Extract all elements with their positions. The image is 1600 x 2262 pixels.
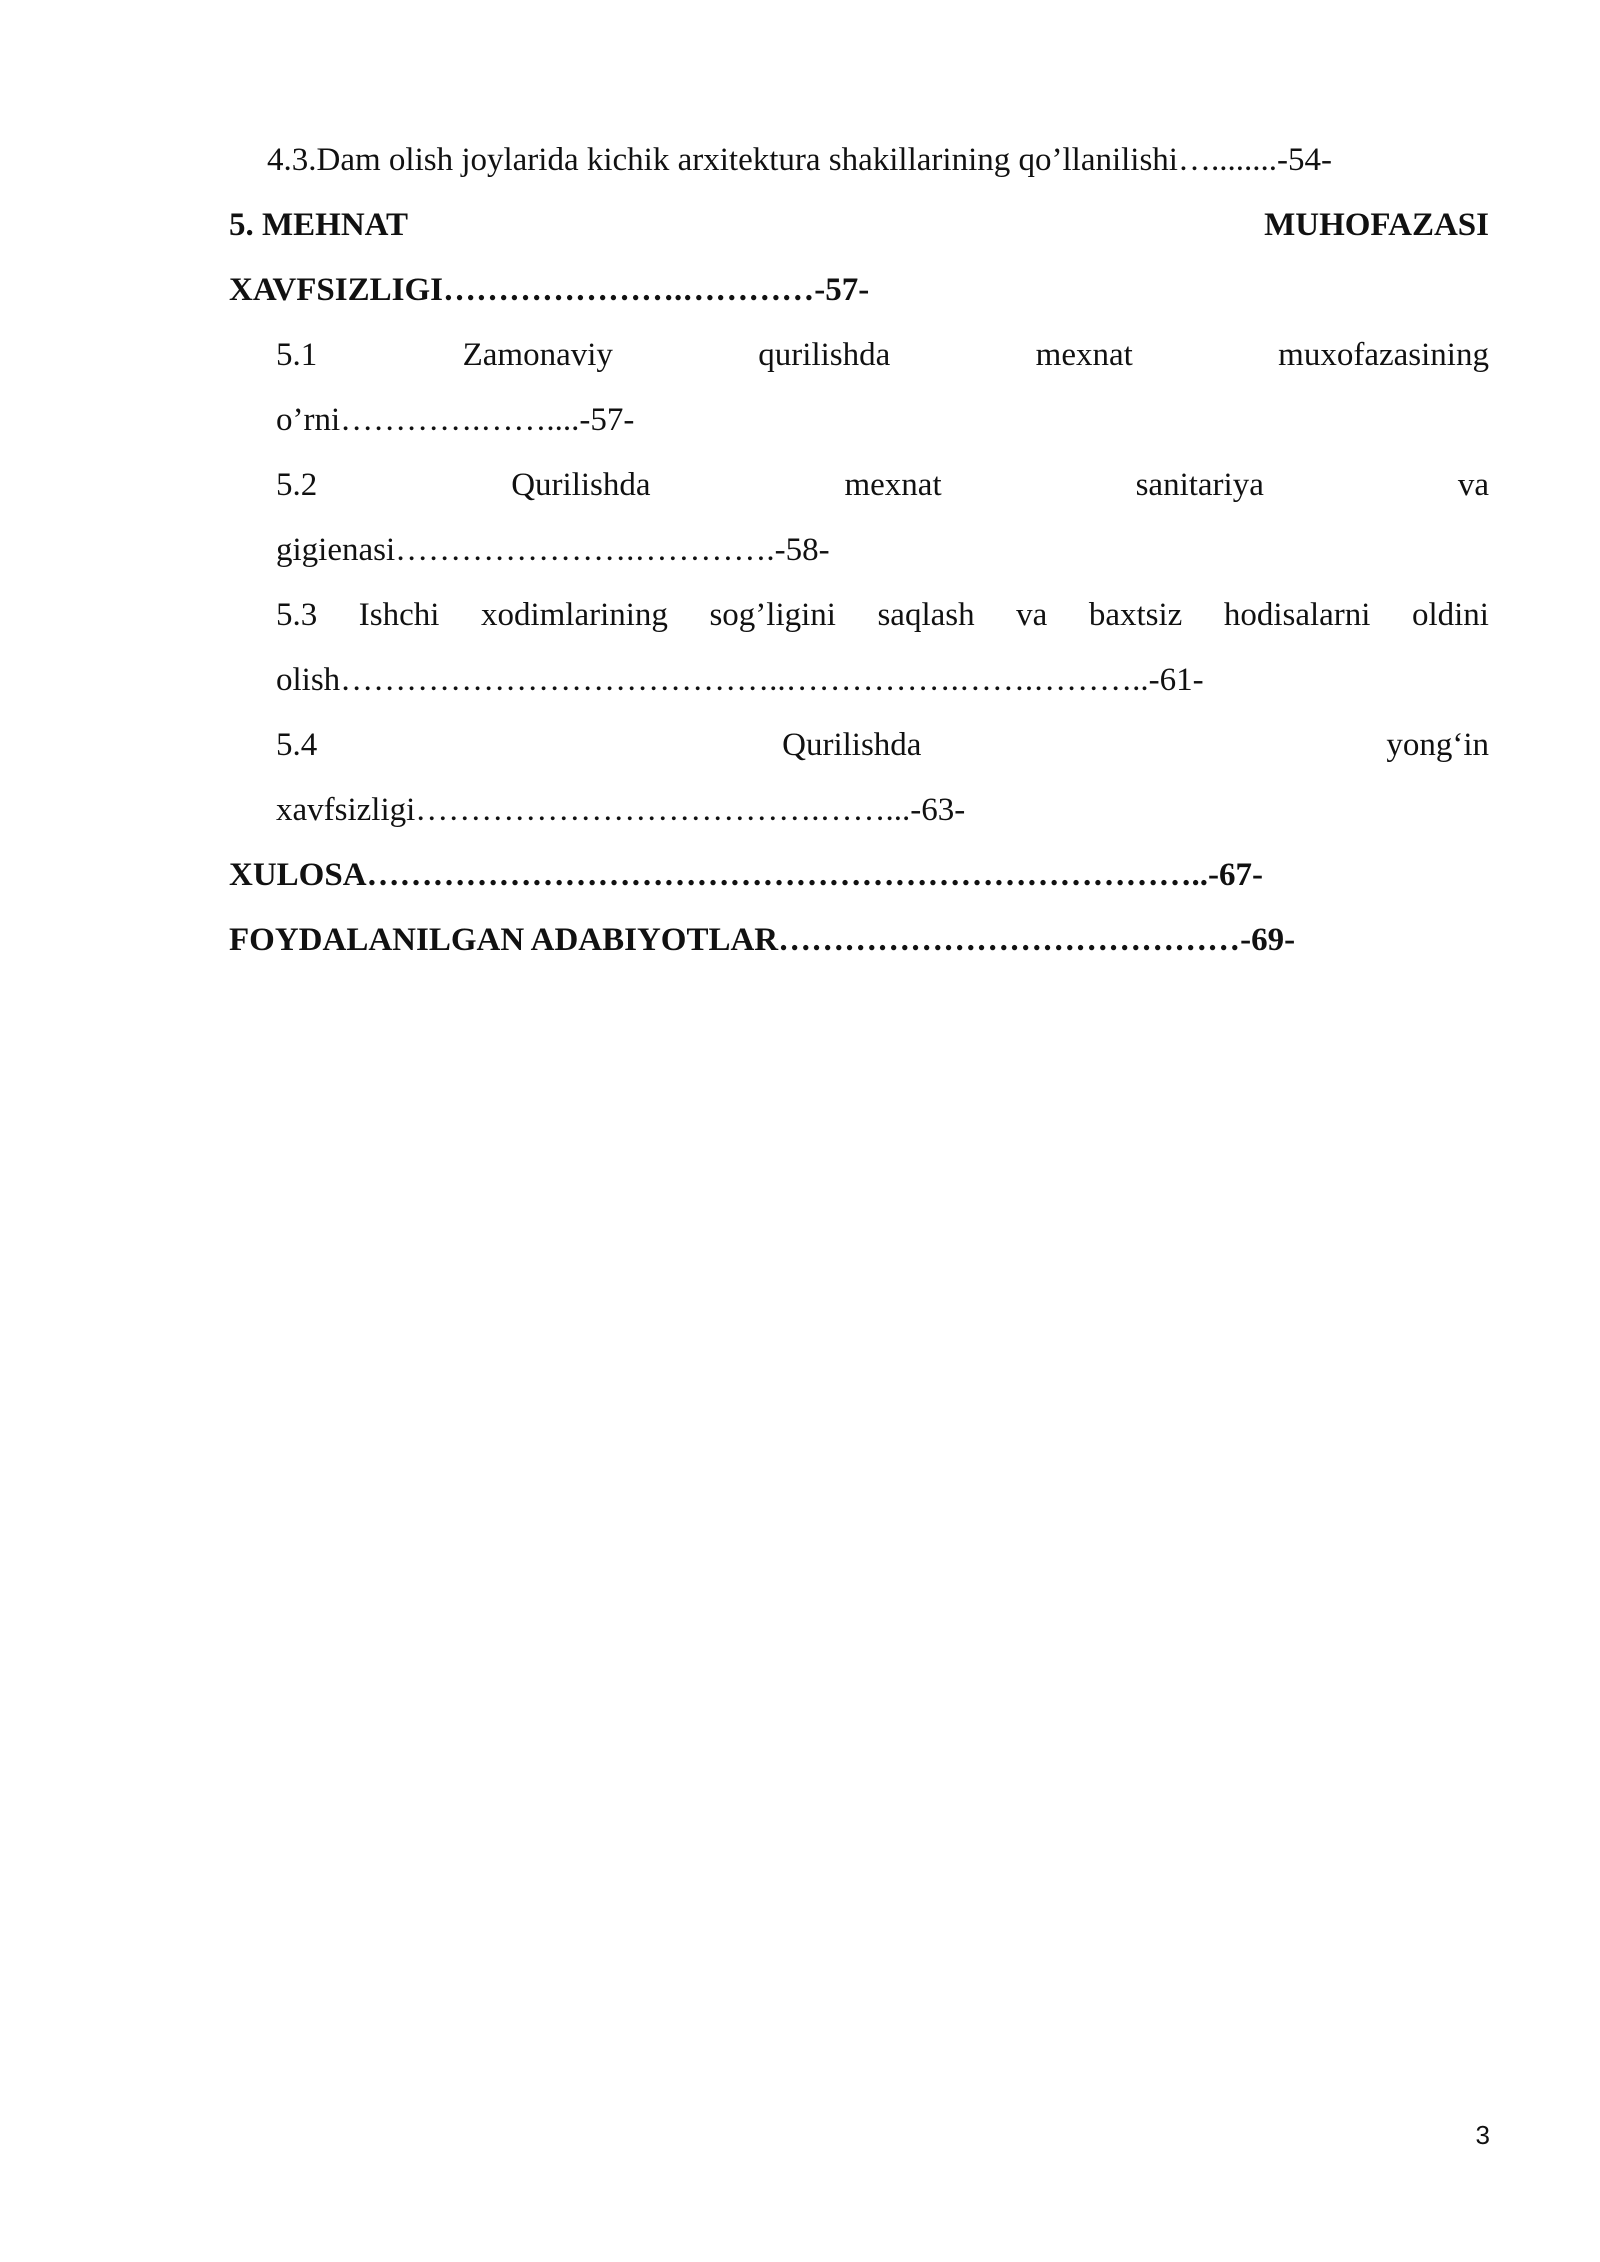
toc-word: Qurilishda [511, 467, 651, 503]
toc-entry-5-3-cont [229, 648, 1489, 713]
toc-entry-5-1 [229, 323, 1489, 388]
toc-text: XAVFSIZLIGI………………….…………-57- [229, 272, 870, 308]
toc-entry-5-4-cont [229, 778, 1489, 843]
toc-word: 5.1 [276, 337, 318, 373]
toc-entry-5-1-cont [229, 388, 1489, 453]
toc-word: Qurilishda [782, 727, 922, 763]
toc-text: FOYDALANILGAN ADABIYOTLAR……………………………………-69- [229, 922, 1296, 958]
toc-entry-5-2 [229, 453, 1489, 518]
toc-word: 5. MEHNAT [229, 207, 409, 243]
toc-entry-5-2-cont [229, 518, 1489, 583]
toc-text: XULOSA…………………………………………………………………..-67- [229, 857, 1264, 893]
page-number: 3 [1475, 2120, 1490, 2150]
toc-word: hodisalarni [1223, 597, 1371, 633]
toc-word: sog’ligini [709, 597, 836, 633]
toc-word: 5.3 [276, 597, 318, 633]
toc-word: 5.2 [276, 467, 318, 503]
toc-word: MUHOFAZASI [1264, 207, 1489, 243]
toc-text: 4.3.Dam olish joylarida kichik arxitektura shakillarining qo’llanilishi…........-54- [267, 142, 1332, 178]
toc-word: baxtsiz [1088, 597, 1183, 633]
toc-word: mexnat [844, 467, 942, 503]
toc-entry-5-heading [229, 193, 1489, 258]
toc-word: muxofazasining [1278, 337, 1489, 373]
toc-entry-5-heading-cont [229, 258, 1489, 323]
toc-text: gigienasi………………….………….-58- [276, 532, 830, 568]
toc-text: xavfsizligi……………………………….……...-63- [276, 792, 966, 828]
toc-word: saqlash [877, 597, 975, 633]
toc-word: oldini [1411, 597, 1489, 633]
toc-word: xodimlarining [480, 597, 668, 633]
toc-word: sanitariya [1135, 467, 1264, 503]
toc-word: va [1457, 467, 1489, 503]
toc-word: va [1016, 597, 1048, 633]
toc-entry-xulosa [229, 843, 1489, 908]
toc-word: 5.4 [276, 727, 318, 763]
toc-text: olish…………………………………..…………….…….………..-61- [276, 662, 1204, 698]
toc-word: Ishchi [358, 597, 440, 633]
table-of-contents [229, 128, 1489, 973]
toc-word: mexnat [1035, 337, 1133, 373]
toc-entry-5-3 [229, 583, 1489, 648]
toc-entry-5-4 [229, 713, 1489, 778]
toc-word: Zamonaviy [462, 337, 613, 373]
toc-entry-4-3 [229, 128, 1489, 193]
toc-entry-adabiyotlar [229, 908, 1489, 973]
toc-word: yong‘in [1386, 727, 1489, 763]
toc-word: qurilishda [758, 337, 891, 373]
toc-text: o’rni………….……....-57- [276, 402, 635, 438]
